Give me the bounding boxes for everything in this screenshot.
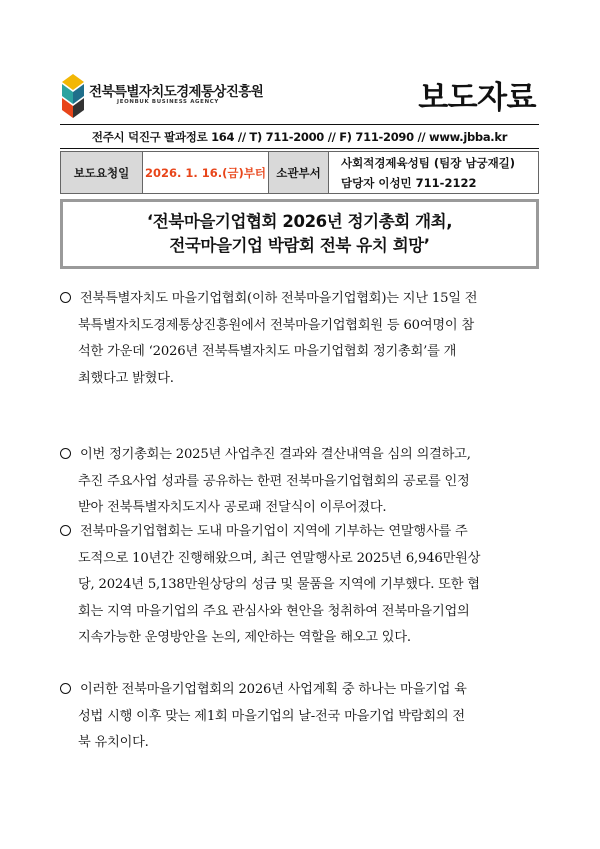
org-name: 전북특별자치도경제통상진흥원 xyxy=(89,84,264,100)
circle-bullet-icon xyxy=(60,525,71,536)
paragraph-line xyxy=(60,519,542,546)
paragraph-line xyxy=(60,677,542,704)
headline-line-2: 전국마을기업 박람회 전북 유치 희망’ xyxy=(169,236,430,255)
circle-bullet-icon xyxy=(60,448,71,459)
department-value: 사회적경제육성팀 (팀장 남궁재길) xyxy=(341,155,516,170)
paragraph-line: 추진 주요사업 성과를 공유하는 한편 전북마을기업협회의 공로를 인정 xyxy=(78,473,470,489)
paragraph-line: 성법 시행 이후 맞는 제1회 마을기업의 날-전국 마을기업 박람회의 전 xyxy=(78,708,465,724)
paragraph-text: 전북특별자치도 마을기업협회(이하 전북마을기업협회)는 지난 15일 전 xyxy=(80,291,478,306)
circle-bullet-icon xyxy=(60,683,71,694)
paragraph-line: 도적으로 10년간 진행해왔으며, 최근 연말행사로 2025년 6,946만원상 xyxy=(78,550,481,566)
paragraph-text: 전북마을기업협회는 도내 마을기업이 지역에 기부하는 연말행사를 주 xyxy=(80,524,468,539)
circle-bullet-icon xyxy=(60,292,71,303)
paragraph-line: 최했다고 밝혔다. xyxy=(78,370,174,386)
headline-line-1: ‘전북마을기업협회 2026년 정기총회 개최, xyxy=(146,212,453,232)
paragraph-1 xyxy=(60,286,542,392)
paragraph-line xyxy=(60,286,542,313)
paragraph-text: 이번 정기총회는 2025년 사업추진 결과와 결산내역을 심의 의결하고, xyxy=(80,447,471,462)
paragraph-2 xyxy=(60,442,542,522)
contact-info-bar: 전주시 덕진구 팔과정로 164 // T) 711-2000 // F) 711-2090 // www.jbba.kr xyxy=(60,124,539,149)
request-date-label: 보도요청일 xyxy=(61,152,143,193)
paragraph-line: 석한 가운데 ‘2026년 전북특별자치도 마을기업협회 정기총회’를 개 xyxy=(78,344,457,359)
paragraph-text: 이러한 전북마을기업협회의 2026년 사업계획 중 하나는 마을기업 육 xyxy=(80,682,467,697)
paragraph-line: 받아 전북특별자치도지사 공로패 전달식이 이루어졌다. xyxy=(78,500,387,515)
paragraph-line xyxy=(60,442,542,469)
org-name-english: JEONBUK BUSINESS AGENCY xyxy=(117,99,220,105)
headline-box xyxy=(60,199,539,269)
paragraph-line: 지속가능한 운영방안을 논의, 제안하는 역할을 해오고 있다. xyxy=(78,630,411,645)
department-cell xyxy=(329,152,538,193)
paragraph-line: 북 유치이다. xyxy=(78,735,149,750)
paragraph-4 xyxy=(60,677,542,757)
release-info-table xyxy=(60,151,539,194)
request-date-value: 2026. 1. 16.(금)부터 xyxy=(143,152,269,193)
paragraph-line: 당, 2024년 5,138만원상당의 성금 및 물품을 지역에 기부했다. 또한 협 xyxy=(78,577,480,592)
paragraph-3 xyxy=(60,519,542,652)
paragraph-line: 회는 지역 마을기업의 주요 관심사와 현안을 청취하여 전북마을기업의 xyxy=(78,603,470,619)
department-label: 소관부서 xyxy=(269,152,329,193)
contact-person-value: 담당자 이성민 711-2122 xyxy=(341,175,477,190)
paragraph-line: 북특별자치도경제통상진흥원에서 전북마을기업협회원 등 60여명이 참 xyxy=(78,317,474,333)
agency-logo-icon xyxy=(62,74,84,118)
document-type-title: 보도자료 xyxy=(418,80,536,116)
